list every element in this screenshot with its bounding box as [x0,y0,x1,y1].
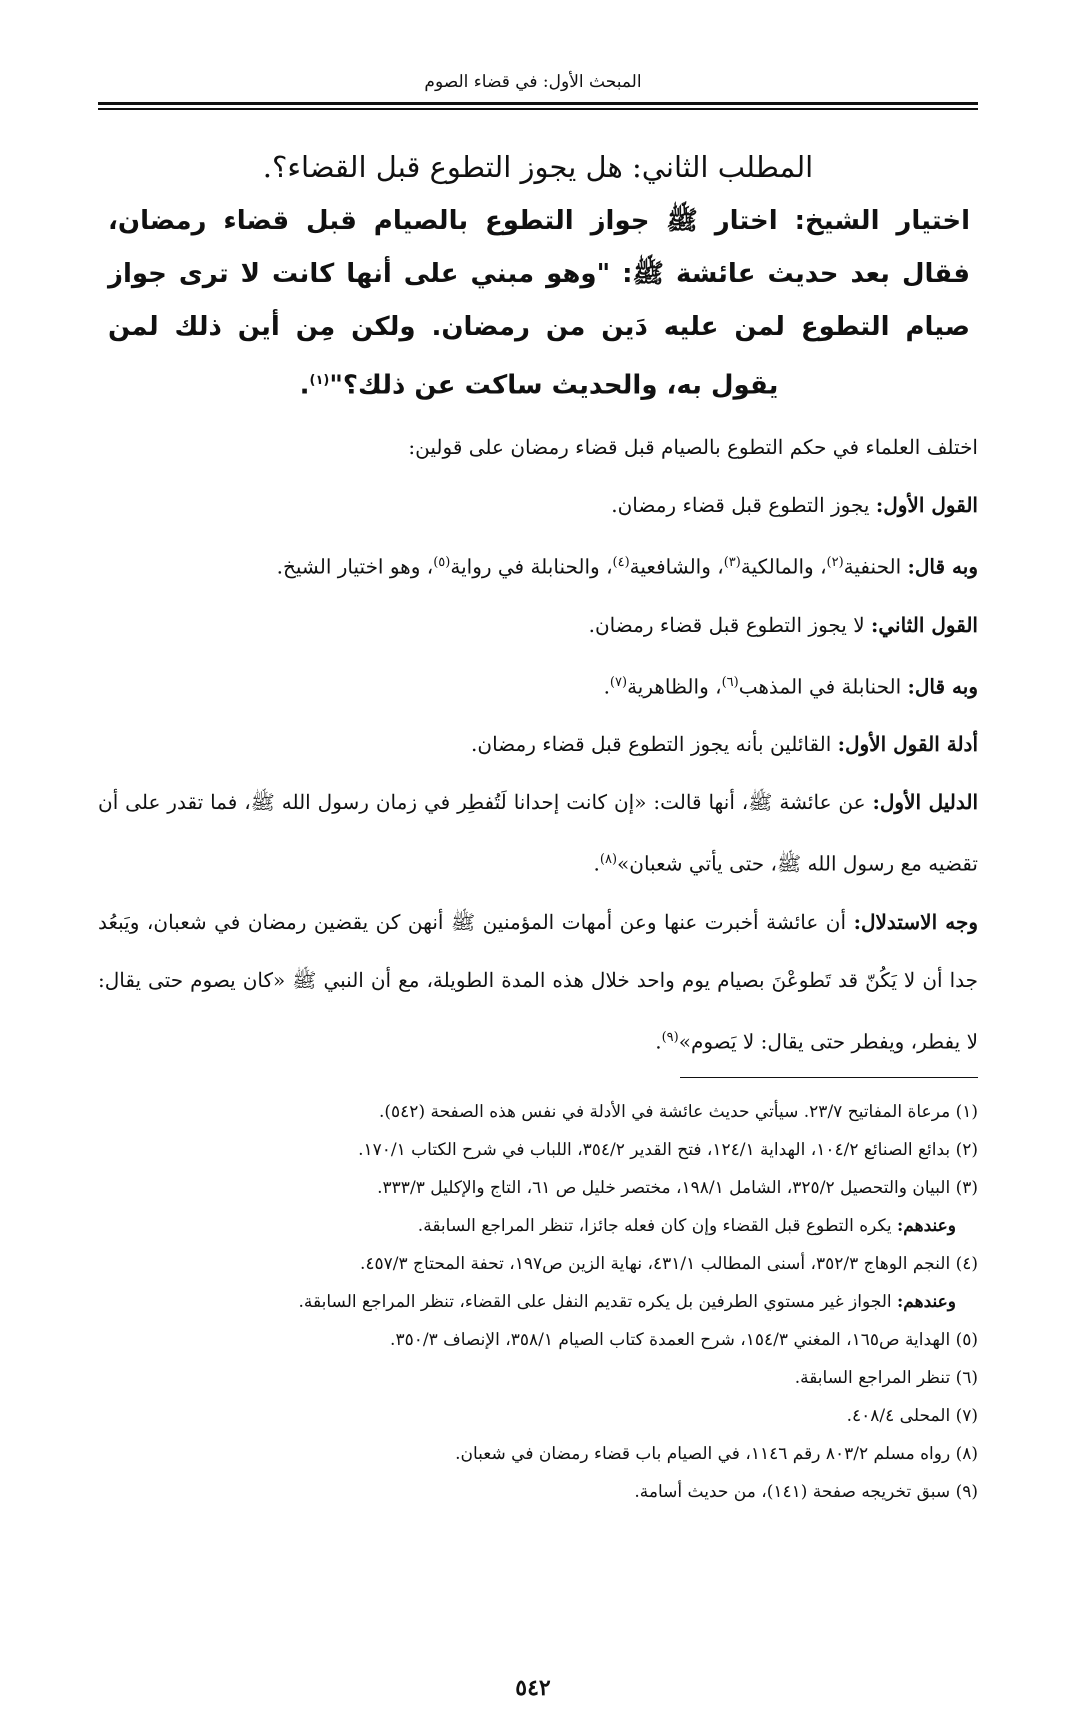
inference [98,893,978,1071]
inference-label: وجه الاستدلال: [853,909,978,934]
holder-zahiri: ، والظاهرية [627,674,722,699]
footnote-separator [680,1077,978,1078]
footnote-4-note [98,1283,978,1321]
second-opinion-label: القول الثاني: [871,612,978,637]
holder-hanbali-madhhab: الحنابلة في المذهب [738,674,902,699]
second-opinion-text: لا يجوز التطوع قبل قضاء رمضان. [588,612,865,637]
inference-text: أن عائشة أخبرت عنها وعن أمهات المؤمنين ﷺ أنهن كن يقضين رمضان في شعبان، ويَبعُد جدا أن لا يَكُنّ قد تَطوعْنَ بصيام يوم واحد خلال هذه المدة الطويلة، مع أن النبي ﷺ «كان يصوم حتى يقال: لا يفطر، ويفطر حتى يقال: لا يَصوم» [98,909,978,1054]
first-opinion-label: القول الأول: [875,493,978,517]
footnote-ref-4: (٤) [612,555,630,570]
first-evidence-label: الدليل الأول: [872,790,979,815]
sheikh-choice-text: اختيار الشيخ: اختار ﷺ جواز التطوع بالصيام قبل قضاء رمضان، فقال بعد حديث عائشة ﷺ: "وهو مبني على أنها كانت لا ترى جواز صيام التطوع لمن عليه دَين من رمضان. ولكن مِن أين ذلك لمن يقول به، والحديث ساكت عن ذلك؟" [108,206,970,401]
footnote-ref-3: (٣) [723,555,741,570]
header-rule-thin [98,108,978,110]
footnote-6: (٦) تنظر المراجع السابقة. [794,1368,978,1388]
inference-end: . [655,1029,662,1054]
holder-hanafi: الحنفية [843,554,902,579]
first-opinion-proofs [98,715,978,773]
intro-line: اختلف العلماء في حكم التطوع بالصيام قبل قضاء رمضان على قولين: [408,435,978,459]
holder-sheikh: ، وهو اختيار الشيخ. [276,554,434,579]
footnote-ref-2: (٢) [826,555,844,570]
holder-maliki: ، والمالكية [740,554,827,579]
second-opinion [98,596,978,654]
proofs-label: أدلة القول الأول: [837,732,978,757]
footnote-3-note [98,1207,978,1245]
holder-shafii: ، والشافعية [629,554,724,579]
first-evidence-text: عن عائشة ﷺ، أنها قالت: «إن كانت إحدانا لَتُفطِر في زمان رسول الله ﷺ، فما تقدر على أن تقضيه مع رسول الله ﷺ، حتى يأتي شعبان» [98,790,978,876]
first-evidence-end: . [593,851,600,876]
footnote-ref-6: (٦) [721,674,739,690]
footnote-ref-9: (٩) [661,1029,679,1045]
footnote-ref-5: (٥) [433,555,451,570]
first-opinion-holders [98,534,978,596]
footnote-9: (٩) سبق تخريجه صفحة (١٤١)، من حديث أسامة. [634,1482,978,1502]
first-evidence [98,773,978,893]
sheikh-choice-paragraph [108,195,970,413]
second-opinion-holders [98,654,978,716]
running-head: المبحث الأول: في قضاء الصوم [424,72,642,92]
footnote-1: (١) مرعاة المفاتيح ٧/‏٢٣. سيأتي حديث عائشة في الأدلة في نفس هذه الصفحة (٥٤٢). [378,1102,978,1122]
holders-label-2: وبه قال: [907,674,978,699]
proofs-text: القائلين بأنه يجوز التطوع قبل قضاء رمضان. [471,732,832,757]
page-number: ٥٤٢ [515,1675,551,1701]
body-text [98,418,978,1071]
choice-end: . [299,370,310,401]
section-title: المطلب الثاني: هل يجوز التطوع قبل القضاء؟. [262,150,814,184]
footnote-4: (٤) النجم الوهاج ٣/‏٣٥٢، أسنى المطالب ١/‏٤٣١، نهاية الزين ص١٩٧، تحفة المحتاج ٣/‏٤٥٧. [359,1254,978,1274]
footnote-3: (٣) البيان والتحصيل ٢/‏٣٢٥، الشامل ١/‏١٩٨، مختصر خليل ص ٦١، التاج والإكليل ٣/‏٣٣٣. [377,1178,978,1198]
footnote-4-note-text: الجواز غير مستوي الطرفين بل يكره تقديم النفل على القضاء، تنظر المراجع السابقة. [298,1292,892,1312]
holder-hanbali: ، والحنابلة في رواية [450,554,613,579]
header-rule-thick [98,102,978,105]
holders-label: وبه قال: [907,554,978,579]
holders-end: . [603,674,610,699]
footnote-ref-7: (٧) [609,674,628,690]
footnote-5: (٥) الهداية ص١٦٥، المغني ٣/‏١٥٤، شرح العمدة كتاب الصيام ١/‏٣٥٨، الإنصاف ٣/‏٣٥٠. [390,1330,978,1350]
footnote-3-note-label: وعندهم: [897,1216,956,1236]
footnote-2: (٢) بدائع الصنائع ٢/‏١٠٤، الهداية ١/‏١٢٤، فتح القدير ٢/‏٣٥٤، اللباب في شرح الكتاب ١/‏١٧٠. [358,1140,978,1160]
footnotes [98,1093,978,1511]
footnote-ref-8: (٨) [599,852,618,868]
footnote-8: (٨) رواه مسلم ٢/‏٨٠٣ رقم ١١٤٦، في الصيام باب قضاء رمضان في شعبان. [455,1444,978,1464]
first-opinion-text: يجوز التطوع قبل قضاء رمضان. [611,493,870,517]
footnote-ref-1: (١) [309,373,330,388]
footnote-7: (٧) المحلى ٤/‏٤٠٨. [846,1406,978,1426]
footnote-4-note-label: وعندهم: [897,1292,956,1312]
footnote-3-note-text: يكره التطوع قبل القضاء وإن كان فعله جائزا، تنظر المراجع السابقة. [417,1216,892,1236]
first-opinion [98,476,978,534]
